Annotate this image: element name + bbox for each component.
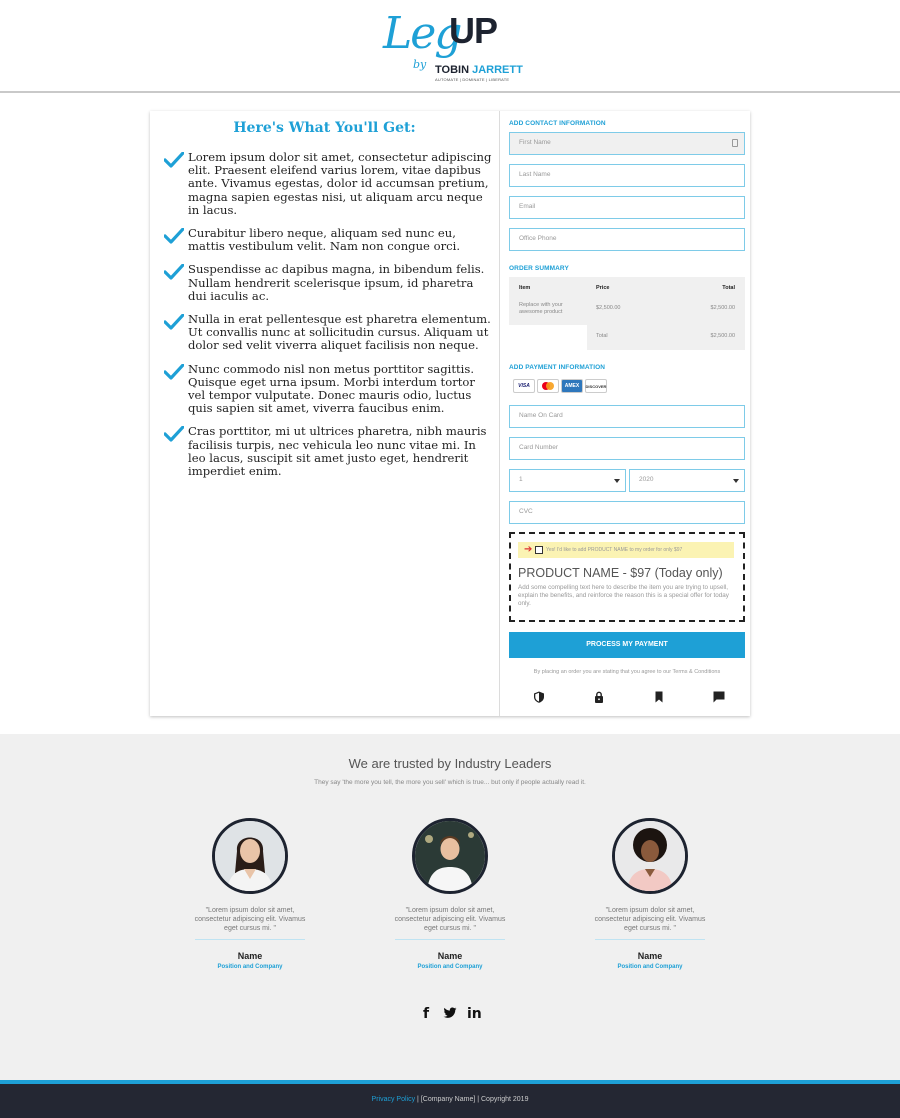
expiry-month-value: 1 <box>519 476 523 483</box>
card-name-field[interactable] <box>509 405 745 428</box>
order-summary-table <box>509 277 745 350</box>
benefit-text: Nulla in erat pellentesque est pharetra elementum. Ut convallis nunc at sollicitudin cursus. Aliquam ut dolor sed velit viverra aliquet facilisis non neque. <box>188 312 491 353</box>
logo-script: Leg <box>383 8 461 59</box>
testimonials-section <box>0 734 900 1080</box>
social-links <box>0 1006 900 1022</box>
contact-card-icon <box>732 139 738 147</box>
person-photo-icon <box>415 821 485 891</box>
card-number-placeholder: Card Number <box>519 444 559 451</box>
mastercard-icon <box>537 379 559 393</box>
testimonials-subtitle: They say 'the more you tell, the more you sell' which is true... but only if people actually read it. <box>314 779 586 786</box>
phone-field[interactable] <box>509 228 745 251</box>
last-name-placeholder: Last Name <box>519 171 551 178</box>
twitter-icon[interactable] <box>443 1006 457 1020</box>
last-name-field[interactable] <box>509 164 745 187</box>
chevron-down-icon <box>733 479 739 483</box>
expiry-year-value: 2020 <box>639 476 654 483</box>
logo-by: by <box>413 58 427 71</box>
upsell-offer-box <box>509 532 745 622</box>
logo-tagline: AUTOMATE | DOMINATE | LIBERATE <box>435 77 510 82</box>
item-name: Replace with your awesome product <box>519 302 563 315</box>
benefit-text: Suspendisse ac dapibus magna, in bibendum felis. Nullam hendrerit scelerisque ipsum, id pharetra dui iaculis ac. <box>188 262 485 303</box>
first-name-placeholder: First Name <box>519 139 551 146</box>
card-name-placeholder: Name On Card <box>519 412 563 419</box>
avatar <box>212 818 288 894</box>
upsell-checkbox-label: Yes! I'd like to add PRODUCT NAME to my order for only $97 <box>546 547 683 553</box>
testimonial-quote: "Lorem ipsum dolor sit amet, consectetur adipiscing elit. Vivamus eget cursus mi. " <box>194 907 306 932</box>
summary-row-bg <box>587 297 745 325</box>
avatar <box>612 818 688 894</box>
testimonial-position: Position and Company <box>617 964 683 970</box>
person-photo-icon <box>215 821 285 891</box>
benefit-text: Cras porttitor, mi ut ultrices pharetra, nibh mauris facilisis turpis, nec vehicula leo nunc vitae mi. In leo lacus, suscipit sit amet justo eget, hendrerit imperdiet enim. <box>188 424 487 479</box>
terms-text: By placing an order you are stating that you agree to our Terms & Conditions <box>533 669 721 675</box>
testimonial-card <box>590 818 710 970</box>
upsell-title: PRODUCT NAME - $97 (Today only) <box>518 566 723 580</box>
email-field[interactable] <box>509 196 745 219</box>
logo-name-last: JARRETT <box>472 64 523 76</box>
brand-logo[interactable] <box>383 8 523 84</box>
phone-placeholder: Office Phone <box>519 235 557 242</box>
person-photo-icon <box>615 821 685 891</box>
chat-icon <box>713 691 725 703</box>
chevron-down-icon <box>614 479 620 483</box>
testimonials-title: We are trusted by Industry Leaders <box>348 756 552 771</box>
benefit-text: Lorem ipsum dolor sit amet, consectetur adipiscing elit. Praesent eleifend varius lorem, vitae dapibus ante. Vivamus egestas, dolor id accumsan pretium, magna sapien egestas nisi, ut aliquam arcu neque in lacus. <box>188 150 492 217</box>
order-summary-label: ORDER SUMMARY <box>509 265 569 272</box>
cvc-field[interactable] <box>509 501 745 524</box>
testimonial-name: Name <box>637 951 663 961</box>
discover-card-icon: DISCOVER <box>585 379 607 393</box>
linkedin-icon[interactable]: in <box>467 1006 482 1022</box>
checkmark-icon <box>164 314 184 330</box>
total-value: $2,500.00 <box>710 333 735 339</box>
arrow-right-icon: ➔ <box>524 544 533 555</box>
col-price-header: Price <box>596 285 610 291</box>
cvc-placeholder: CVC <box>519 508 533 515</box>
benefit-item <box>164 263 494 303</box>
benefit-item <box>164 363 494 416</box>
privacy-policy-link[interactable]: Privacy Policy <box>371 1096 416 1103</box>
facebook-icon[interactable]: f <box>422 1006 430 1022</box>
site-footer <box>0 1080 900 1118</box>
shield-icon <box>533 691 545 703</box>
quote-divider <box>595 939 705 940</box>
lock-icon <box>593 691 605 703</box>
contact-section-label: ADD CONTACT INFORMATION <box>509 120 606 127</box>
expiry-month-select[interactable] <box>509 469 626 492</box>
email-placeholder: Email <box>519 203 536 210</box>
order-card <box>150 111 750 716</box>
summary-header-row <box>509 277 745 297</box>
checkmark-icon <box>164 264 184 280</box>
visa-card-icon: VISA <box>513 379 535 393</box>
testimonial-position: Position and Company <box>217 964 283 970</box>
benefit-text: Nunc commodo nisl non metus porttitor sagittis. Quisque eget urna ipsum. Morbi interdum tortor vel tempor vulputate. Donec mauris odio, luctus quis sapien sit amet, viverra faucibus enim. <box>188 361 475 416</box>
process-payment-button[interactable]: PROCESS MY PAYMENT <box>509 632 745 658</box>
accepted-cards <box>513 379 607 393</box>
testimonial-card <box>390 818 510 970</box>
first-name-field[interactable] <box>509 132 745 155</box>
quote-divider <box>395 939 505 940</box>
amex-card-icon: AMEX <box>561 379 583 393</box>
benefit-item <box>164 313 494 353</box>
checkmark-icon <box>164 426 184 442</box>
logo-name-first: TOBIN <box>435 64 470 76</box>
logo-up: UP <box>449 10 498 51</box>
checkmark-icon <box>164 152 184 168</box>
payment-section-label: ADD PAYMENT INFORMATION <box>509 364 606 371</box>
column-divider <box>499 111 500 716</box>
benefit-text: Curabitur libero neque, aliquam sed nunc eu, mattis vestibulum velit. Nam non congue orci. <box>188 226 461 254</box>
item-price: $2,500.00 <box>596 305 621 311</box>
testimonial-position: Position and Company <box>417 964 483 970</box>
avatar <box>412 818 488 894</box>
upsell-checkbox-row[interactable] <box>518 542 734 558</box>
benefits-title: Here's What You'll Get: <box>233 120 416 136</box>
testimonial-quote: "Lorem ipsum dolor sit amet, consectetur adipiscing elit. Vivamus eget cursus mi. " <box>394 907 506 932</box>
item-total: $2,500.00 <box>710 305 735 311</box>
testimonial-quote: "Lorem ipsum dolor sit amet, consectetur adipiscing elit. Vivamus eget cursus mi. " <box>594 907 706 932</box>
col-total-header: Total <box>722 285 735 291</box>
site-header <box>0 0 900 93</box>
quote-divider <box>195 939 305 940</box>
bookmark-icon <box>653 691 665 703</box>
testimonial-card <box>190 818 310 970</box>
checkmark-icon <box>164 228 184 244</box>
testimonial-name: Name <box>437 951 463 961</box>
total-label: Total <box>596 333 608 339</box>
expiry-year-select[interactable] <box>629 469 745 492</box>
testimonial-name: Name <box>237 951 263 961</box>
benefit-item <box>164 425 494 478</box>
checkmark-icon <box>164 364 184 380</box>
upsell-description: Add some compelling text here to describe the item you are trying to upsell, explain the benefits, and reinforce the reason this is a special offer for today only. <box>518 584 729 607</box>
benefits-list <box>164 151 494 488</box>
card-number-field[interactable] <box>509 437 745 460</box>
benefit-item <box>164 227 494 253</box>
footer-text <box>0 1096 900 1103</box>
benefit-item <box>164 151 494 217</box>
col-item-header: Item <box>519 285 531 291</box>
upsell-checkbox[interactable] <box>535 546 543 554</box>
footer-copyright: | [Company Name] | Copyright 2019 <box>415 1096 529 1103</box>
logo-name <box>435 64 523 76</box>
